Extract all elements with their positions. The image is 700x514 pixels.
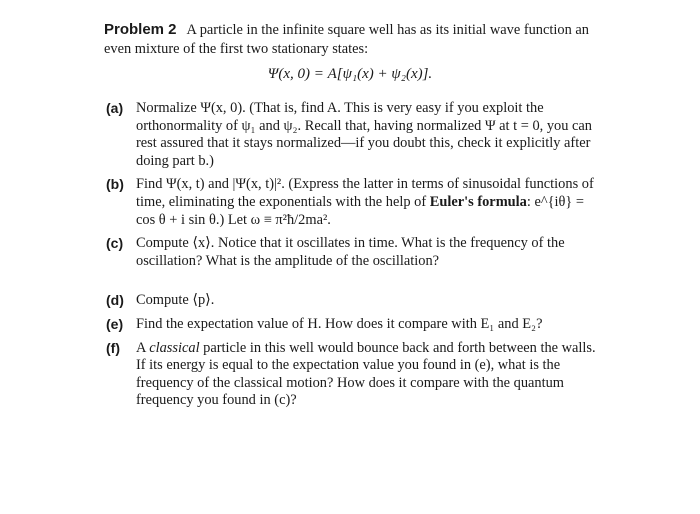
problem-statement: A particle in the infinite square well has as its initial wave function an even mixture of the first two stationary states: [104,22,589,57]
problem-intro [104,20,596,59]
problem-title: Problem 2 [104,21,177,38]
part-label: (e) [106,315,124,332]
part-b [106,176,596,229]
part-text: Compute ⟨x⟩. Notice that it oscillates in time. What is the frequency of the oscillation? What is the amplitude of the oscillation? [136,235,565,269]
part-f [106,340,596,410]
problem-parts [106,100,596,416]
part-a [106,100,596,170]
initial-wavefunction-equation: Ψ(x, 0) = A[ψ₁(x) + ψ₂(x)]. [267,66,433,82]
part-e [106,316,596,334]
part-c [106,235,596,270]
part-text-pre: A [136,339,150,356]
part-text [136,340,596,410]
part-label: (a) [106,100,124,116]
classical-term: classical [149,339,200,356]
part-text: Find the expectation value of H. How does it compare with E₁ and E₂? [136,315,543,332]
part-d [106,292,596,310]
part-label: (f) [106,339,120,356]
part-label: (b) [106,176,124,193]
part-label: (d) [106,292,124,309]
part-label: (c) [106,235,124,252]
part-text: Compute ⟨p⟩. [136,292,215,309]
part-text-post: : e^{iθ} = cos θ + i sin θ.) Let ω ≡ π²ħ/2ma². [136,193,585,228]
part-text [136,176,596,229]
euler-formula-term: Euler's formula [429,193,527,210]
part-text-post: particle in this well would bounce back and forth between the walls. If its energy is equal to the expectation value you found in (e), what is the frequency of the classical motion? How does it compare with the quantum frequency you found in (c)? [136,339,596,409]
part-text-pre: Find Ψ(x, t) and |Ψ(x, t)|². (Express the latter in terms of sinusoidal functions of time, eliminating the exponentials with the help of [136,176,594,210]
part-text: Normalize Ψ(x, 0). (That is, find A. This is very easy if you exploit the orthonormality of ψ₁ and ψ₂. Recall that, having normalized Ψ at t = 0, you can rest assured that it stays normalized—if you doubt this, check it explicitly after doing part b.) [136,100,593,169]
